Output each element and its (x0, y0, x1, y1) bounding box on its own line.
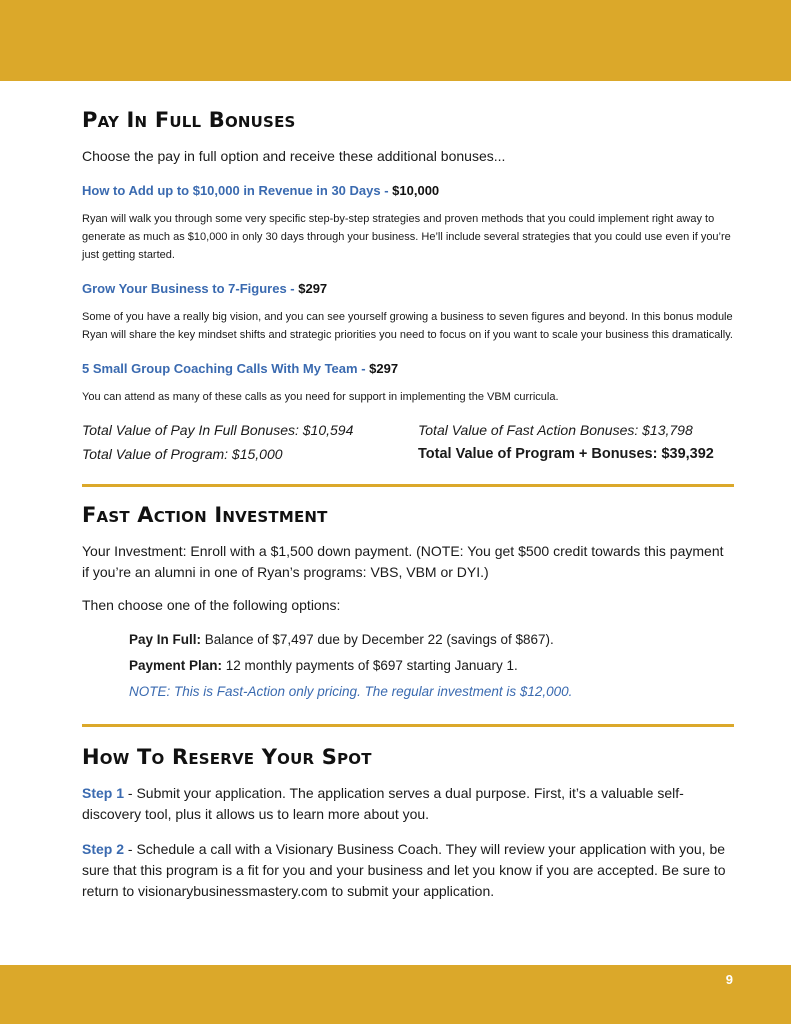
option-pay-in-full-text: Balance of $7,497 due by December 22 (savings of $867). (201, 632, 554, 647)
investment-text: Your Investment: Enroll with a $1,500 down payment. (NOTE: You get $500 credit towards this payment if you’re an alumni in one of Ryan’s programs: VBS, VBM or DYI.) (82, 543, 724, 580)
option-payment-plan-text: 12 monthly payments of $697 starting January 1. (222, 658, 518, 673)
totals-grid (82, 418, 734, 466)
step-2 (82, 839, 734, 902)
bonus-2-description: Some of you have a really big vision, and you can see yourself growing a business to seven figures and beyond. In this bonus module Ryan will share the key mindset shifts and strategic priorities you need to focus on if you want to scale your business this dramatically. (82, 311, 733, 341)
pricing-note: NOTE: This is Fast-Action only pricing. The regular investment is $12,000. (129, 684, 573, 699)
pay-in-full-intro: Choose the pay in full option and receive these additional bonuses... (82, 148, 506, 164)
page-number: 9 (725, 972, 733, 987)
total-fast-action: Total Value of Fast Action Bonuses: $13,798 (418, 422, 693, 438)
divider (82, 484, 734, 487)
bonus-3-name: 5 Small Group Coaching Calls With My Team - (82, 361, 370, 376)
option-payment-plan-label: Payment Plan: (129, 658, 223, 673)
bonus-3-description: You can attend as many of these calls as you need for support in implementing the VBM curricula. (82, 391, 559, 403)
total-program: Total Value of Program: $15,000 (82, 446, 283, 462)
divider (82, 724, 734, 727)
option-pay-in-full-label: Pay In Full: (129, 632, 202, 647)
bonus-1-title (82, 182, 734, 200)
bonus-1-name: How to Add up to $10,000 in Revenue in 30 Days - (82, 183, 393, 198)
reserve-heading: How To Reserve Your Spot (82, 745, 372, 769)
total-program-plus-bonuses: Total Value of Program + Bonuses: $39,392 (418, 446, 714, 462)
option-payment-plan (129, 656, 734, 676)
step-1 (82, 783, 734, 825)
option-pay-in-full (129, 630, 734, 650)
step-2-label: Step 2 (82, 841, 125, 857)
bonus-1-description: Ryan will walk you through some very specific step-by-step strategies and proven methods that you could implement right away to generate as much as $10,000 in only 30 days through your business. He’ll include several strategies that you could use even if you’re just getting started. (82, 213, 731, 261)
pay-in-full-heading: Pay In Full Bonuses (82, 108, 296, 132)
total-pay-in-full: Total Value of Pay In Full Bonuses: $10,594 (82, 422, 354, 438)
choose-options-text: Then choose one of the following options: (82, 597, 341, 613)
page-content (82, 108, 734, 902)
header-band (0, 0, 791, 81)
step-1-text: - Submit your application. The application serves a dual purpose. First, it’s a valuable self-discovery tool, plus it allows us to learn more about you. (82, 785, 684, 822)
fast-action-heading: Fast Action Investment (82, 503, 328, 527)
step-1-label: Step 1 (82, 785, 125, 801)
bonus-3-title (82, 360, 734, 378)
bonus-2-title (82, 280, 734, 298)
bonus-2-price: $297 (298, 281, 328, 296)
bonus-1-price: $10,000 (392, 183, 440, 198)
step-2-text: - Schedule a call with a Visionary Business Coach. They will review your application with you, be sure that this program is a fit for you and your business and let you know if you are accepted. Be sure to return to visionarybusinessmastery.com to submit your application. (82, 841, 726, 899)
bonus-3-price: $297 (369, 361, 399, 376)
footer-band (0, 965, 791, 1024)
bonus-2-name: Grow Your Business to 7-Figures - (82, 281, 299, 296)
